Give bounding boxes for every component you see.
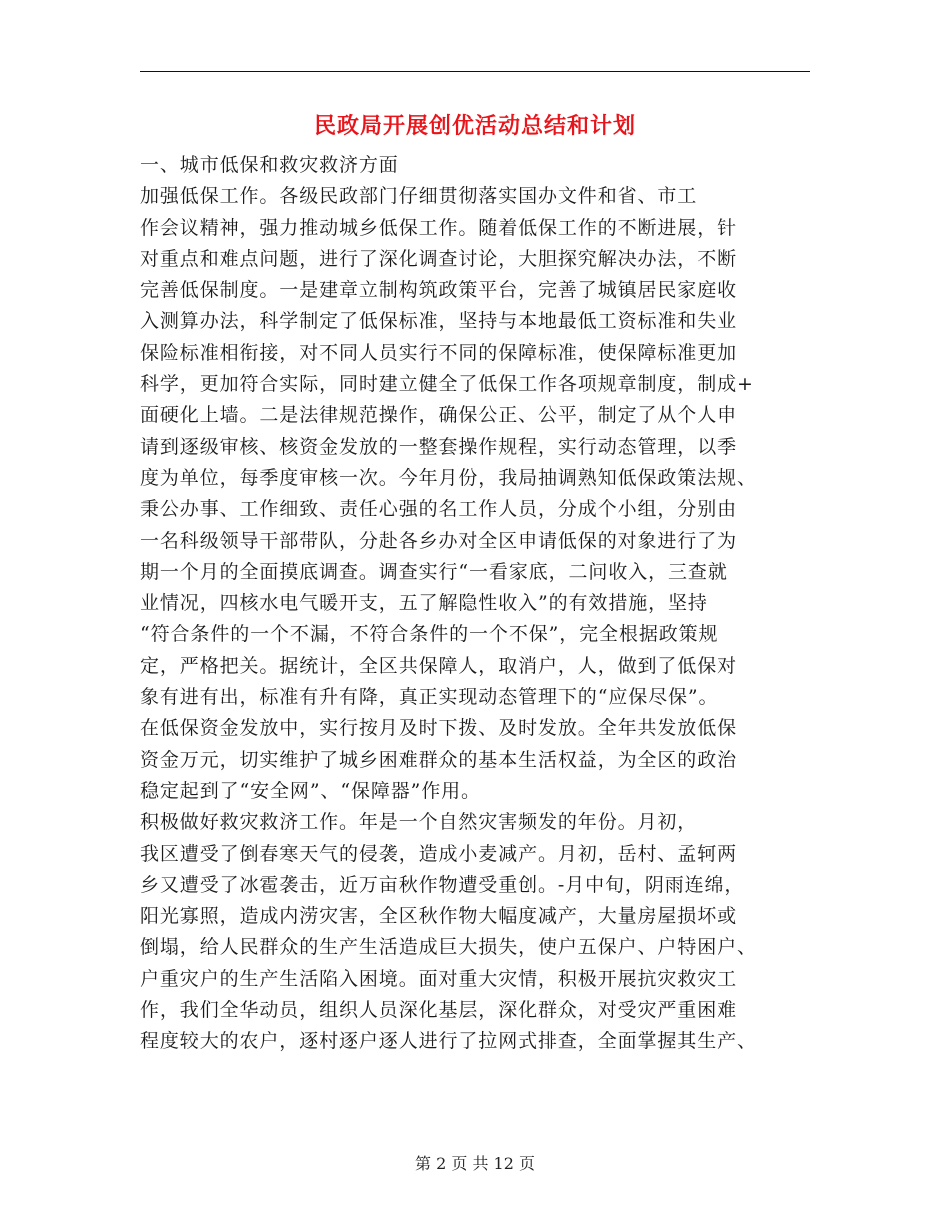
body-line: 倒塌，给人民群众的生产生活造成巨大损失，使户五保户、户特困户、	[140, 936, 757, 959]
page-number: 第 2 页 共 12 页	[415, 1154, 535, 1173]
body-line: 对重点和难点问题，进行了深化调查讨论，大胆探究解决办法，不断	[140, 247, 738, 270]
body-line: 加强低保工作。各级民政部门仔细贯彻落实国办文件和省、市工	[140, 185, 698, 208]
body-line: 科学，更加符合实际，同时建立健全了低保工作各项规章制度，制成+	[140, 373, 754, 396]
header-rule	[140, 71, 810, 72]
body-line: 阳光寡照，造成内涝灾害，全区秋作物大幅度减产，大量房屋损坏或	[140, 905, 738, 928]
body-line: 作会议精神，强力推动城乡低保工作。随着低保工作的不断进展，针	[140, 216, 738, 239]
body-line: 我区遭受了倒春寒天气的侵袭，造成小麦减产。月初，岳村、孟轲两	[140, 842, 738, 865]
body-line: 完善低保制度。一是建章立制构筑政策平台，完善了城镇居民家庭收	[140, 279, 738, 302]
document-title: 民政局开展创优活动总结和计划	[313, 113, 636, 139]
body-line: 在低保资金发放中，实行按月及时下拨、及时发放。全年共发放低保	[140, 717, 738, 740]
body-line: 稳定起到了“安全网”、“保障器”作用。	[140, 779, 481, 802]
section-heading: 一、城市低保和救灾救济方面	[140, 154, 399, 176]
body-line: 面硬化上墙。二是法律规范操作，确保公正、公平，制定了从个人申	[140, 404, 738, 427]
body-line: 象有进有出，标准有升有降，真正实现动态管理下的“应保尽保”。	[140, 686, 719, 709]
body-line: 乡又遭受了冰雹袭击，近万亩秋作物遭受重创。-月中旬，阴雨连绵，	[140, 873, 745, 896]
body-line: 保险标准相衔接，对不同人员实行不同的保障标准，使保障标准更加	[140, 341, 738, 364]
body-line: 户重灾户的生产生活陷入困境。面对重大灾情，积极开展抗灾救灾工	[140, 967, 738, 990]
body-line: 资金万元，切实维护了城乡困难群众的基本生活权益，为全区的政治	[140, 748, 738, 771]
body-line: 度为单位，每季度审核一次。今年月份，我局抽调熟知低保政策法规、	[140, 466, 757, 489]
body-line: 定，严格把关。据统计，全区共保障人，取消户，人，做到了低保对	[140, 654, 738, 677]
body-line: 秉公办事、工作细致、责任心强的名工作人员，分成个小组，分别由	[140, 498, 738, 521]
body-line: 程度较大的农户，逐村逐户逐人进行了拉网式排查，全面掌握其生产、	[140, 1030, 757, 1053]
body-line: 业情况，四核水电气暖开支，五了解隐性收入”的有效措施，坚持	[140, 592, 708, 615]
body-line: 期一个月的全面摸底调查。调查实行“一看家底，二问收入，三查就	[140, 560, 728, 583]
body-line: 请到逐级审核、核资金发放的一整套操作规程，实行动态管理，以季	[140, 435, 738, 458]
body-line: 一名科级领导干部带队，分赴各乡办对全区申请低保的对象进行了为	[140, 529, 738, 552]
document-body	[140, 150, 810, 1058]
body-line: 入测算办法，科学制定了低保标准，坚持与本地最低工资标准和失业	[140, 310, 738, 333]
body-line: 作，我们全华动员，组织人员深化基层，深化群众，对受灾严重困难	[140, 999, 738, 1022]
body-line: “符合条件的一个不漏，不符合条件的一个不保”，完全根据政策规	[140, 623, 719, 646]
body-line: 积极做好救灾救济工作。年是一个自然灾害频发的年份。月初，	[140, 811, 698, 834]
